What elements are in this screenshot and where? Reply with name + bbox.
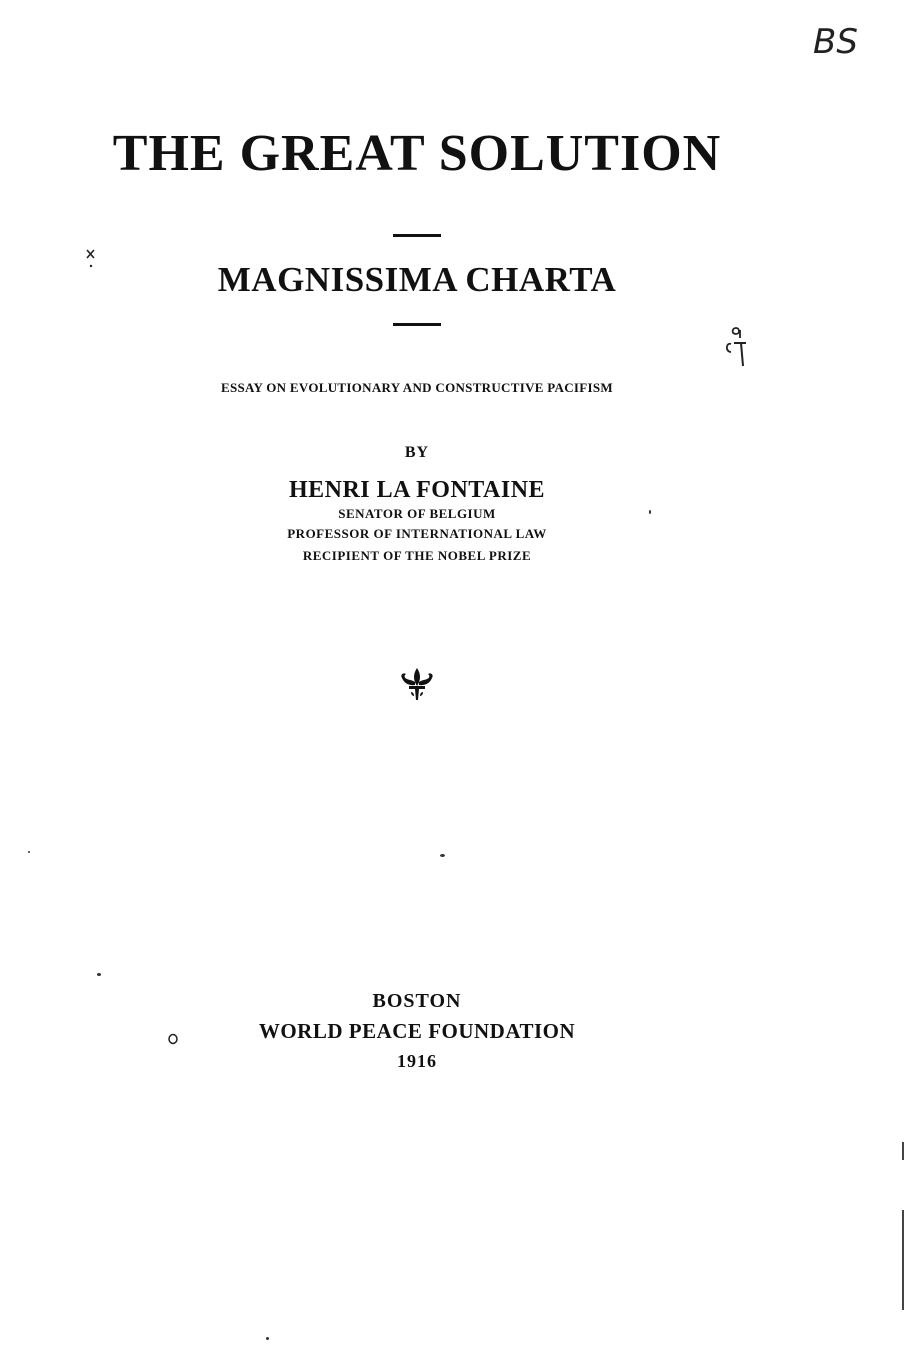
scan-speck (649, 510, 651, 514)
author-name: HENRI LA FONTAINE (288, 477, 546, 503)
author-credential: PROFESSOR OF INTERNATIONAL LAW (287, 526, 547, 541)
handwritten-shelf-mark: BS (813, 22, 858, 62)
author-credential: RECIPIENT OF THE NOBEL PRIZE (302, 548, 532, 563)
handwritten-x-mark-icon (84, 247, 98, 269)
essay-description: ESSAY ON EVOLUTIONARY AND CONSTRUCTIVE PACIFISM (220, 380, 613, 395)
imprint-city: BOSTON (372, 990, 462, 1012)
handwritten-number-mark-icon (722, 322, 754, 370)
author-credential: SENATOR OF BELGIUM (338, 506, 496, 521)
by-label: BY (404, 444, 430, 461)
scan-speck (440, 854, 445, 857)
book-subtitle: MAGNISSIMA CHARTA (217, 260, 617, 299)
scan-speck (97, 973, 101, 976)
handwritten-circle-mark-icon (166, 1030, 180, 1046)
title-rule-lower (393, 323, 441, 326)
title-rule-upper (393, 234, 441, 237)
scan-edge-line (902, 1142, 904, 1160)
book-title: THE GREAT SOLUTION (112, 125, 722, 182)
imprint-year: 1916 (397, 1051, 437, 1071)
scan-speck (28, 851, 30, 853)
scan-edge-line (902, 1210, 904, 1310)
fleur-de-lis-icon (398, 666, 436, 704)
scan-speck (266, 1337, 269, 1340)
imprint-publisher: WORLD PEACE FOUNDATION (258, 1019, 576, 1043)
